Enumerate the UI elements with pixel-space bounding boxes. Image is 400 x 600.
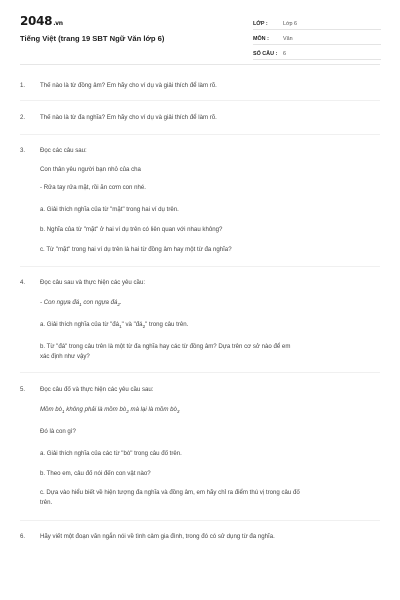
meta-value: 6 bbox=[283, 51, 286, 57]
question-number: 5. bbox=[20, 386, 26, 393]
meta-value: Văn bbox=[283, 36, 293, 42]
text-part: không phải là mồm bò bbox=[64, 406, 127, 413]
page-title: Tiếng Việt (trang 19 SBT Ngữ Văn lớp 6) bbox=[20, 34, 165, 43]
question-text: Con thân yêu người bạn nhỏ của cha bbox=[40, 166, 141, 173]
logo-suffix: .vn bbox=[53, 20, 63, 27]
subscript: 1 bbox=[79, 302, 82, 308]
question-number: 3. bbox=[20, 147, 26, 154]
question-text: - Rửa tay rửa mặt, rồi ăn cơm con nhé. bbox=[40, 184, 146, 191]
meta-label: SỐ CÂU : bbox=[253, 51, 278, 57]
divider bbox=[20, 520, 380, 521]
meta-label: LỚP : bbox=[253, 21, 268, 27]
logo-text: 2048 bbox=[20, 14, 53, 28]
site-logo[interactable] bbox=[20, 14, 63, 28]
question-number: 6. bbox=[20, 533, 26, 540]
meta-row-class bbox=[253, 15, 381, 30]
subscript: 2 bbox=[142, 324, 146, 330]
question-text: b. Từ "đá" trong câu trên là một từ đa nghĩa hay các từ đồng âm? Dựa trên cơ sở nào để em bbox=[40, 343, 291, 350]
text-part: Mồm bò bbox=[40, 406, 63, 413]
riddle-sentence bbox=[40, 406, 380, 414]
question-text: Đọc câu sau và thực hiện các yêu cầu: bbox=[40, 279, 146, 286]
question-text: c. Từ "mặt" trong hai ví dụ trên là hai từ đồng âm hay một từ đa nghĩa? bbox=[40, 246, 232, 253]
question-text bbox=[40, 321, 380, 329]
text-part: a. Giải thích nghĩa của từ "đá bbox=[40, 321, 120, 328]
question-text: xác định như vậy? bbox=[40, 353, 90, 360]
meta-value: Lớp 6 bbox=[283, 21, 298, 27]
meta-row-count bbox=[253, 45, 381, 60]
text-part: " và "đá bbox=[121, 321, 143, 328]
question-text: b. Theo em, câu đố nói đến con vật nào? bbox=[40, 470, 151, 477]
text-part: - Con ngựa đá bbox=[40, 299, 80, 306]
subscript: 1 bbox=[119, 324, 122, 330]
divider bbox=[20, 100, 380, 101]
meta-table bbox=[253, 15, 381, 60]
question-text: b. Nghĩa của từ "mặt" ở hai ví dụ trên có liên quan với nhau không? bbox=[40, 226, 223, 233]
divider bbox=[20, 134, 380, 135]
meta-row-subject bbox=[253, 30, 381, 45]
question-text: Hãy viết một đoạn văn ngắn nói về tình cảm gia đình, trong đó có sử dụng từ đa nghĩa. bbox=[40, 533, 275, 540]
text-part: mà lại là mồm bò bbox=[128, 406, 177, 413]
question-text: Thế nào là từ đồng âm? Em hãy cho ví dụ và giải thích để làm rõ. bbox=[40, 82, 217, 89]
subscript: 1 bbox=[62, 409, 65, 415]
question-number: 1. bbox=[20, 82, 26, 89]
question-number: 4. bbox=[20, 279, 26, 286]
question-text: a. Giải thích nghĩa của các từ "bò" trong câu đố trên. bbox=[40, 450, 182, 457]
subscript: 2 bbox=[117, 302, 120, 308]
subscript: 3 bbox=[176, 409, 180, 415]
text-part: . bbox=[119, 299, 122, 306]
text-part: " trong câu trên. bbox=[145, 321, 189, 328]
question-text: Đó là con gì? bbox=[40, 428, 76, 435]
header-divider bbox=[20, 64, 380, 65]
question-number: 2. bbox=[20, 114, 26, 121]
divider bbox=[20, 266, 380, 267]
question-text: c. Dựa vào hiểu biết về hiện tượng đa nghĩa và đồng âm, em hãy chỉ ra điểm thú vị trong câu đố bbox=[40, 489, 300, 496]
meta-label: MÔN : bbox=[253, 36, 269, 42]
question-text: trên. bbox=[40, 499, 53, 506]
subscript: 2 bbox=[126, 409, 129, 415]
question-text: Đọc câu đố và thực hiện các yêu cầu sau: bbox=[40, 386, 154, 393]
question-text: a. Giải thích nghĩa của từ "mặt" trong hai ví dụ trên. bbox=[40, 206, 179, 213]
text-part: con ngựa đá bbox=[81, 299, 118, 306]
divider bbox=[20, 372, 380, 373]
example-sentence bbox=[40, 299, 380, 307]
question-text: Đọc các câu sau: bbox=[40, 147, 87, 154]
question-text: Thế nào là từ đa nghĩa? Em hãy cho ví dụ và giải thích để làm rõ. bbox=[40, 114, 217, 121]
